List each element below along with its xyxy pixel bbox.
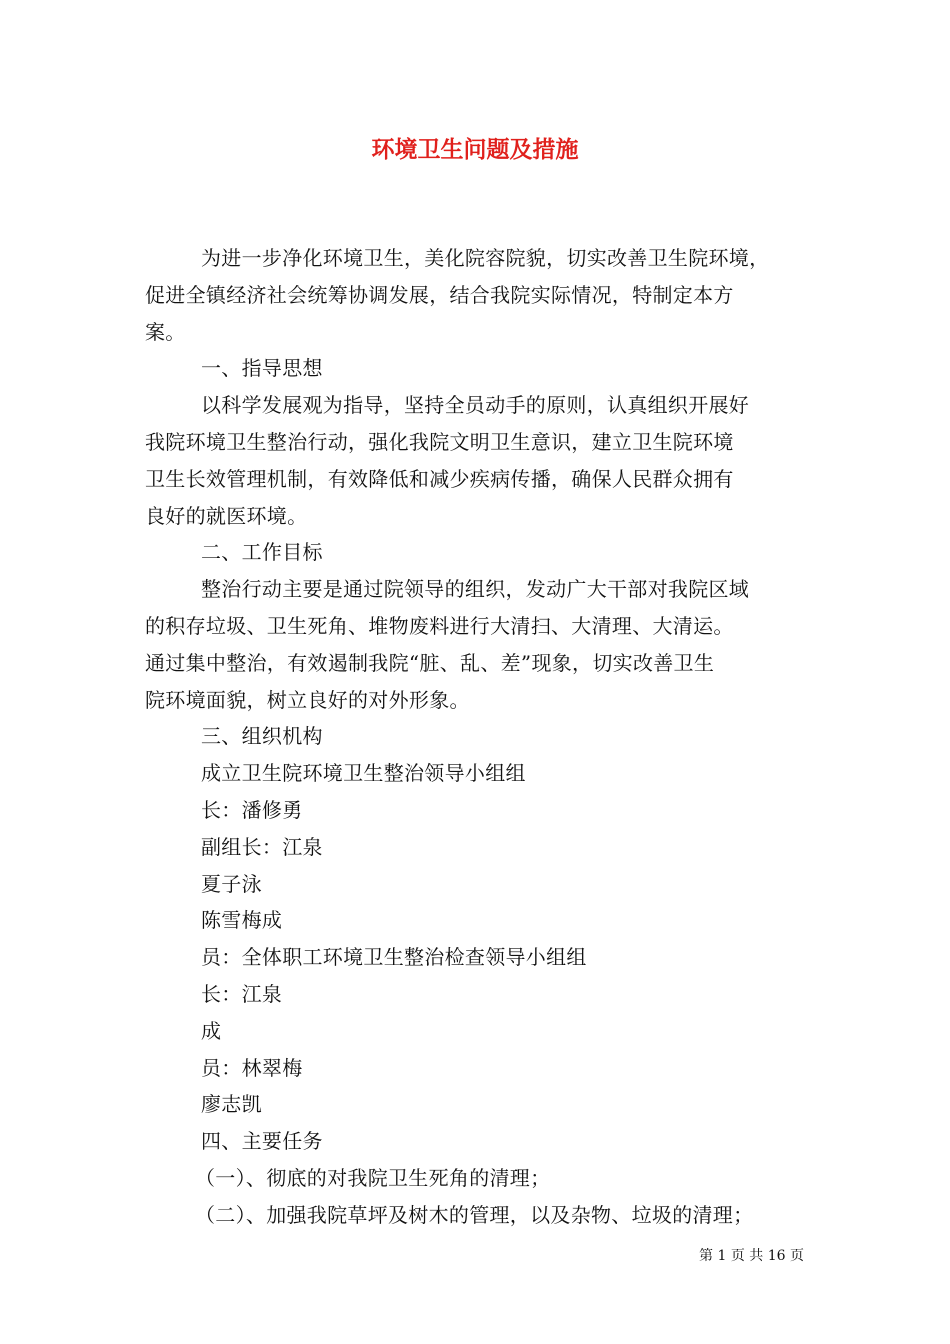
paragraph-line: 员：全体职工环境卫生整治检查领导小组组 [201, 945, 587, 970]
section-heading: 三、组织机构 [201, 724, 323, 749]
paragraph-line: 为进一步净化环境卫生，美化院容院貌，切实改善卫生院环境， [201, 246, 770, 270]
paragraph-line: 整治行动主要是通过院领导的组织，发动广大干部对我院区域 [201, 577, 750, 602]
paragraph-line: 良好的就医环境。 [145, 503, 308, 528]
paragraph-line: 案。 [145, 319, 186, 344]
paragraph-line: 以科学发展观为指导，坚持全员动手的原则，认真组织开展好 [201, 393, 750, 418]
paragraph-line: 副组长：江泉 [201, 834, 323, 859]
section-heading: 二、工作目标 [201, 540, 323, 565]
section-heading: 一、指导思想 [201, 356, 323, 381]
document-body [145, 240, 815, 1234]
paragraph-line: 长：潘修勇 [201, 797, 303, 822]
paragraph-line: 员：林翠梅 [201, 1055, 303, 1080]
paragraph-line: 我院环境卫生整治行动，强化我院文明卫生意识，建立卫生院环境 [145, 429, 734, 454]
paragraph-line: 陈雪梅成 [201, 908, 283, 933]
paragraph-line: 成立卫生院环境卫生整治领导小组组 [201, 761, 526, 786]
paragraph-line: 的积存垃圾、卫生死角、堆物废料进行大清扫、大清理、大清运。 [145, 613, 734, 638]
paragraph-line: 促进全镇经济社会统筹协调发展，结合我院实际情况，特制定本方 [145, 282, 734, 307]
paragraph-line: 夏子泳 [201, 871, 262, 896]
list-item: （二）、加强我院草坪及树木的管理，以及杂物、垃圾的清理； [195, 1202, 754, 1227]
list-item: （一）、彻底的对我院卫生死角的清理； [195, 1165, 551, 1190]
paragraph-line: 廖志凯 [201, 1092, 262, 1117]
paragraph-line: 长：江泉 [201, 981, 283, 1006]
paragraph-line: 卫生长效管理机制，有效降低和减少疾病传播，确保人民群众拥有 [145, 466, 734, 491]
document-title: 环境卫生问题及措施 [371, 136, 579, 163]
paragraph-line: 通过集中整治，有效遏制我院“脏、乱、差”现象，切实改善卫生 [145, 650, 715, 675]
paragraph-line: 成 [201, 1018, 222, 1043]
paragraph-line: 院环境面貌，树立良好的对外形象。 [145, 687, 470, 712]
page-number: 第 1 页 共 16 页 [699, 1248, 804, 1264]
section-heading: 四、主要任务 [201, 1129, 323, 1154]
